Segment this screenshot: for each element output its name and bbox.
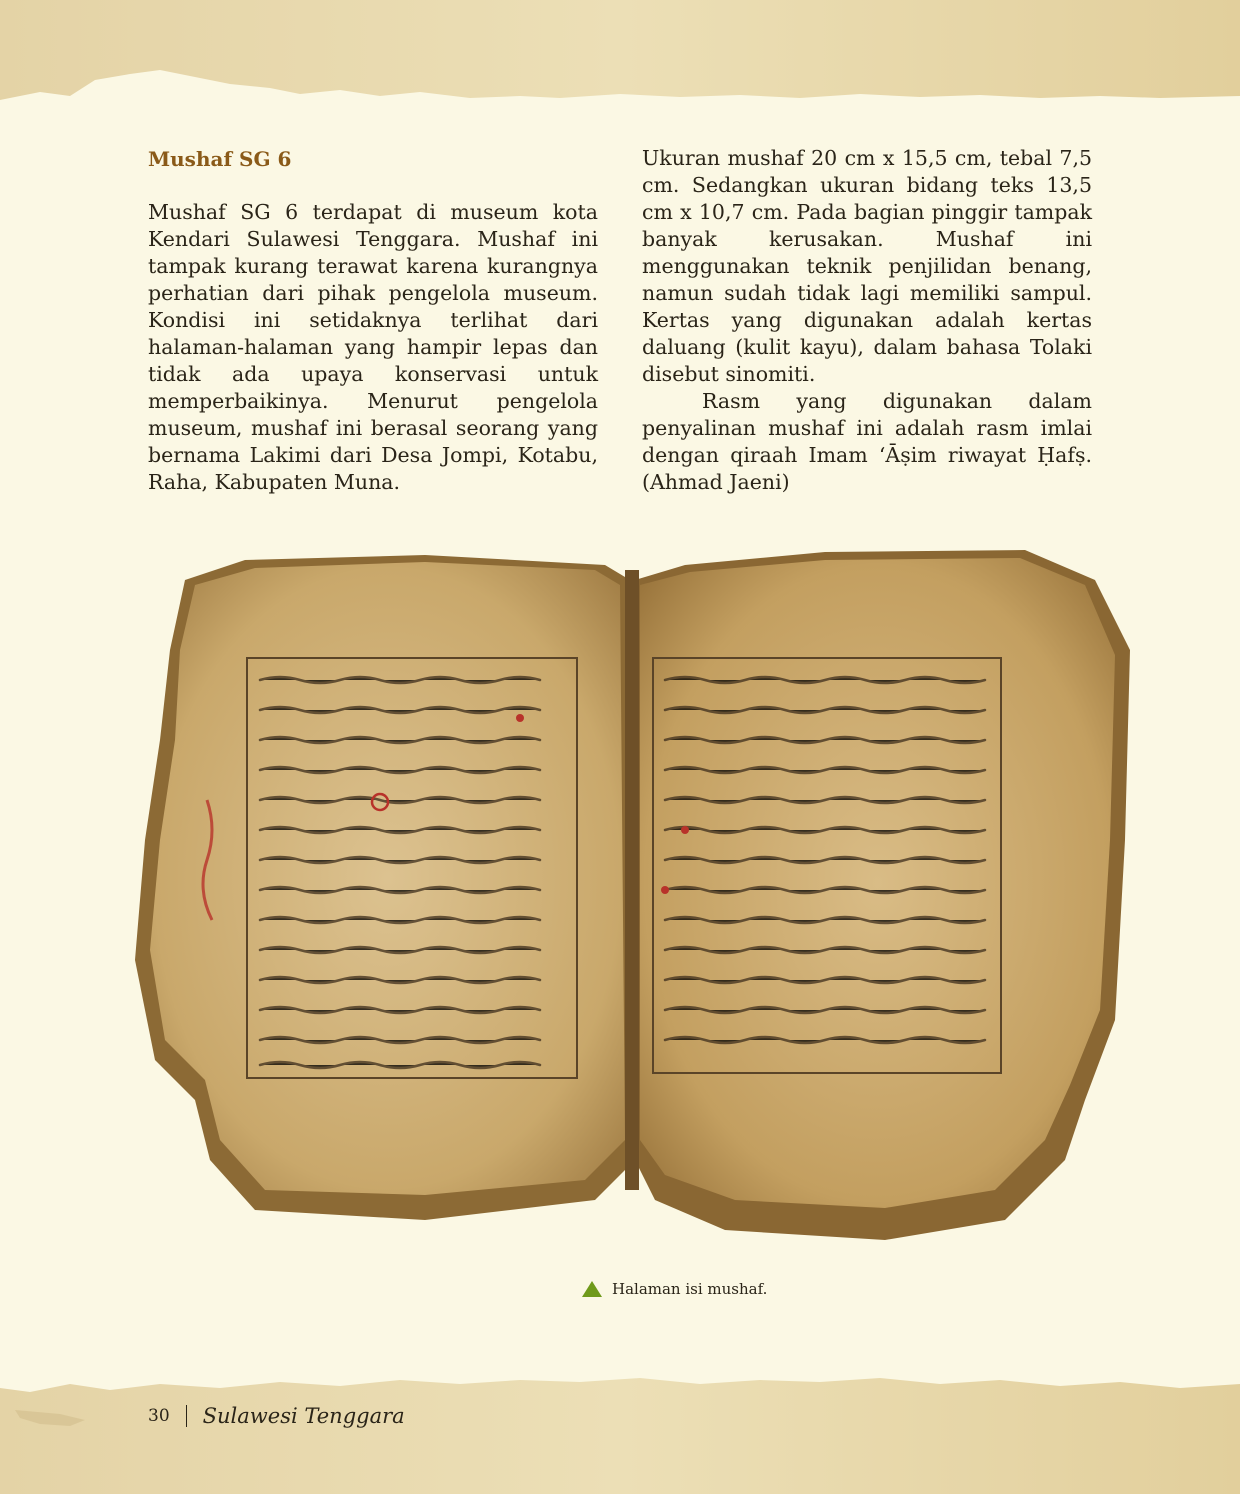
torn-paper-top — [0, 0, 1240, 110]
page-number: 30 — [148, 1406, 170, 1426]
section-heading: Mushaf SG 6 — [148, 147, 292, 171]
page-footer — [148, 1404, 405, 1428]
right-paragraph-2: Rasm yang digunakan dalam penyalinan mushaf ini adalah rasm imlai dengan qiraah Imam ‘Āṣim riwayat Ḥafṣ. (Ahmad Jaeni) — [642, 389, 1092, 494]
caption-text: Halaman isi mushaf. — [612, 1280, 768, 1298]
book-title: Sulawesi Tenggara — [202, 1404, 405, 1428]
figure-caption — [582, 1280, 767, 1298]
right-paragraph-1: Ukuran mushaf 20 cm x 15,5 cm, tebal 7,5 cm. Sedangkan ukuran bidang teks 13,5 cm x 10,7 cm. Pada bagian pinggir tampak banyak kerusakan. Mushaf ini menggunakan teknik penjilidan benang, namun sudah tidak lagi memiliki sampul. Kertas yang digunakan adalah kertas daluang (kulit kayu), dalam bahasa Tolaki disebut sinomiti. — [642, 146, 1092, 386]
triangle-marker-icon — [582, 1281, 602, 1297]
torn-paper-bottom — [0, 1370, 1240, 1494]
left-paragraph: Mushaf SG 6 terdapat di museum kota Kendari Sulawesi Tenggara. Mushaf ini tampak kurang terawat karena kurangnya perhatian dari pihak pengelola museum. Kondisi ini setidaknya terlihat dari halaman-halaman yang hampir lepas dan tidak ada upaya konservasi untuk memperbaikinya. Menurut pengelola museum, mushaf ini berasal seorang yang bernama Lakimi dari Desa Jompi, Kotabu, Raha, Kabupaten Muna. — [148, 200, 598, 494]
manuscript-photo — [125, 540, 1140, 1250]
right-column — [642, 145, 1092, 496]
left-column — [148, 145, 598, 496]
footer-divider — [186, 1405, 187, 1427]
